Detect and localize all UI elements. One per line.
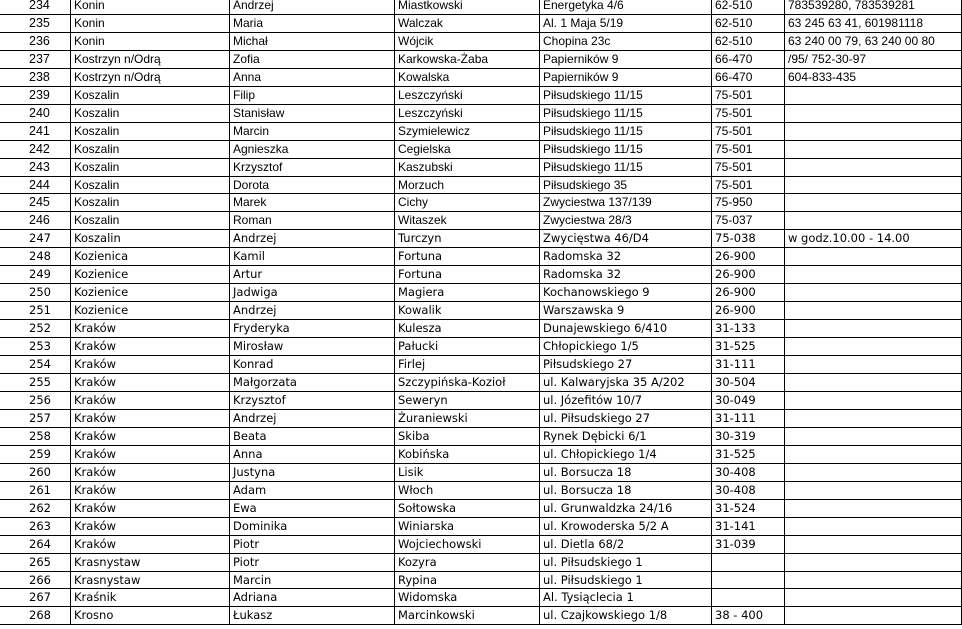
first-name-cell: Justyna	[230, 463, 395, 481]
first-name-cell: Filip	[230, 86, 395, 104]
row-number-cell: 250	[0, 284, 71, 302]
city-cell: Konin	[71, 32, 230, 50]
first-name-cell: Łukasz	[230, 607, 395, 625]
row-number-cell: 262	[0, 499, 71, 517]
city-cell: Koszalin	[71, 122, 230, 140]
first-name-cell: Jadwiga	[230, 284, 395, 302]
city-cell: Kostrzyn n/Odrą	[71, 50, 230, 68]
city-cell: Konin	[71, 14, 230, 32]
city-cell: Koszalin	[71, 176, 230, 194]
city-cell: Kraśnik	[71, 589, 230, 607]
phone-note-cell	[785, 194, 962, 212]
row-number-cell: 265	[0, 553, 71, 571]
address-cell: Piłsudskiego 11/15	[540, 104, 712, 122]
postal-code-cell: 75-501	[712, 122, 785, 140]
city-cell: Krasnystaw	[71, 571, 230, 589]
last-name-cell: Rypina	[395, 571, 540, 589]
row-number-cell: 268	[0, 607, 71, 625]
address-cell: Warszawska 9	[540, 302, 712, 320]
row-number-cell: 248	[0, 248, 71, 266]
row-number-cell: 243	[0, 158, 71, 176]
table-row	[0, 481, 962, 499]
postal-code-cell: 30-504	[712, 374, 785, 392]
address-cell: Kochanowskiego 9	[540, 284, 712, 302]
address-cell: Radomska 32	[540, 266, 712, 284]
postal-code-cell: 62-510	[712, 14, 785, 32]
last-name-cell: Fortuna	[395, 266, 540, 284]
phone-note-cell	[785, 86, 962, 104]
first-name-cell: Piotr	[230, 553, 395, 571]
city-cell: Koszalin	[71, 104, 230, 122]
city-cell: Krasnystaw	[71, 553, 230, 571]
table-row	[0, 391, 962, 409]
postal-code-cell	[712, 553, 785, 571]
phone-note-cell	[785, 140, 962, 158]
first-name-cell: Artur	[230, 266, 395, 284]
city-cell: Konin	[71, 0, 230, 14]
last-name-cell: Wojciechowski	[395, 535, 540, 553]
last-name-cell: Szczypińska-Kozioł	[395, 374, 540, 392]
table-row	[0, 320, 962, 338]
last-name-cell: Pałucki	[395, 338, 540, 356]
table-row	[0, 176, 962, 194]
city-cell: Koszalin	[71, 194, 230, 212]
city-cell: Kozienice	[71, 266, 230, 284]
last-name-cell: Turczyn	[395, 230, 540, 248]
table-row	[0, 463, 962, 481]
postal-code-cell: 31-039	[712, 535, 785, 553]
first-name-cell: Adriana	[230, 589, 395, 607]
table-row	[0, 194, 962, 212]
city-cell: Koszalin	[71, 140, 230, 158]
last-name-cell: Morzuch	[395, 176, 540, 194]
address-cell: ul. Kalwaryjska 35 A/202	[540, 374, 712, 392]
address-cell: Chopina 23c	[540, 32, 712, 50]
postal-code-cell: 30-408	[712, 463, 785, 481]
postal-code-cell: 30-049	[712, 391, 785, 409]
phone-note-cell	[785, 374, 962, 392]
last-name-cell: Witaszek	[395, 212, 540, 230]
row-number-cell: 257	[0, 409, 71, 427]
table-row	[0, 427, 962, 445]
last-name-cell: Kobińska	[395, 445, 540, 463]
address-cell: ul. Dietla 68/2	[540, 535, 712, 553]
address-cell: ul. Grunwaldzka 24/16	[540, 499, 712, 517]
address-cell: Zwyciestwa 28/3	[540, 212, 712, 230]
last-name-cell: Cichy	[395, 194, 540, 212]
city-cell: Kraków	[71, 445, 230, 463]
phone-note-cell	[785, 320, 962, 338]
city-cell: Kraków	[71, 481, 230, 499]
address-cell: Al. Tysiąclecia 1	[540, 589, 712, 607]
row-number-cell: 235	[0, 14, 71, 32]
city-cell: Kraków	[71, 463, 230, 481]
last-name-cell: Karkowska-Żaba	[395, 50, 540, 68]
row-number-cell: 263	[0, 517, 71, 535]
postal-code-cell: 75-501	[712, 140, 785, 158]
table-row	[0, 212, 962, 230]
address-cell: ul. Chłopickiego 1/4	[540, 445, 712, 463]
address-cell: Chłopickiego 1/5	[540, 338, 712, 356]
city-cell: Koszalin	[71, 212, 230, 230]
first-name-cell: Zofia	[230, 50, 395, 68]
first-name-cell: Michał	[230, 32, 395, 50]
address-cell: Piłsudskiego 11/15	[540, 122, 712, 140]
phone-note-cell: /95/ 752-30-97	[785, 50, 962, 68]
postal-code-cell: 31-525	[712, 445, 785, 463]
last-name-cell: Fortuna	[395, 248, 540, 266]
table-row	[0, 86, 962, 104]
phone-note-cell	[785, 607, 962, 625]
phone-note-cell	[785, 284, 962, 302]
phone-note-cell	[785, 445, 962, 463]
postal-code-cell	[712, 571, 785, 589]
address-cell: Piłsudskiego 27	[540, 356, 712, 374]
address-cell: Papierników 9	[540, 50, 712, 68]
first-name-cell: Stanisław	[230, 104, 395, 122]
postal-code-cell: 66-470	[712, 50, 785, 68]
phone-note-cell: 783539280, 783539281	[785, 0, 962, 14]
row-number-cell: 246	[0, 212, 71, 230]
row-number-cell: 266	[0, 571, 71, 589]
city-cell: Koszalin	[71, 86, 230, 104]
table-row	[0, 14, 962, 32]
row-number-cell: 251	[0, 302, 71, 320]
phone-note-cell: 63 240 00 79, 63 240 00 80	[785, 32, 962, 50]
last-name-cell: Seweryn	[395, 391, 540, 409]
table-row	[0, 338, 962, 356]
phone-note-cell	[785, 553, 962, 571]
postal-code-cell: 31-133	[712, 320, 785, 338]
postal-code-cell: 31-111	[712, 356, 785, 374]
phone-note-cell	[785, 571, 962, 589]
row-number-cell: 244	[0, 176, 71, 194]
city-cell: Kozienice	[71, 284, 230, 302]
postal-code-cell: 38 - 400	[712, 607, 785, 625]
row-number-cell: 255	[0, 374, 71, 392]
last-name-cell: Leszczyński	[395, 86, 540, 104]
table-row	[0, 302, 962, 320]
city-cell: Kraków	[71, 427, 230, 445]
phone-note-cell	[785, 338, 962, 356]
last-name-cell: Włoch	[395, 481, 540, 499]
row-number-cell: 256	[0, 391, 71, 409]
address-cell: Piłsudskiego 35	[540, 176, 712, 194]
postal-code-cell: 31-111	[712, 409, 785, 427]
first-name-cell: Kamil	[230, 248, 395, 266]
last-name-cell: Kowalska	[395, 68, 540, 86]
address-cell: Zwyciestwa 137/139	[540, 194, 712, 212]
postal-code-cell: 31-141	[712, 517, 785, 535]
address-cell: Papierników 9	[540, 68, 712, 86]
address-cell: ul. Czajkowskiego 1/8	[540, 607, 712, 625]
phone-note-cell	[785, 248, 962, 266]
postal-code-cell: 26-900	[712, 266, 785, 284]
table-row	[0, 230, 962, 248]
postal-code-cell: 75-037	[712, 212, 785, 230]
postal-code-cell: 75-501	[712, 176, 785, 194]
table-row	[0, 122, 962, 140]
first-name-cell: Anna	[230, 445, 395, 463]
table-row	[0, 158, 962, 176]
first-name-cell: Mirosław	[230, 338, 395, 356]
table-row	[0, 284, 962, 302]
address-cell: ul. Piłsudskiego 27	[540, 409, 712, 427]
city-cell: Kraków	[71, 499, 230, 517]
table-row	[0, 356, 962, 374]
postal-code-cell: 30-319	[712, 427, 785, 445]
city-cell: Kraków	[71, 517, 230, 535]
row-number-cell: 253	[0, 338, 71, 356]
postal-code-cell: 26-900	[712, 248, 785, 266]
row-number-cell: 258	[0, 427, 71, 445]
row-number-cell: 240	[0, 104, 71, 122]
phone-note-cell	[785, 122, 962, 140]
last-name-cell: Skiba	[395, 427, 540, 445]
address-cell: ul. Piłsudskiego 1	[540, 571, 712, 589]
address-cell: Zwycięstwa 46/D4	[540, 230, 712, 248]
city-cell: Kraków	[71, 356, 230, 374]
address-cell: ul. Piłsudskiego 1	[540, 553, 712, 571]
table-row	[0, 374, 962, 392]
address-cell: ul. Borsucza 18	[540, 481, 712, 499]
last-name-cell: Magiera	[395, 284, 540, 302]
postal-code-cell: 26-900	[712, 284, 785, 302]
table-row	[0, 607, 962, 625]
row-number-cell: 259	[0, 445, 71, 463]
phone-note-cell	[785, 499, 962, 517]
address-cell: Piłsudskiego 11/15	[540, 86, 712, 104]
first-name-cell: Andrzej	[230, 230, 395, 248]
city-cell: Kraków	[71, 374, 230, 392]
phone-note-cell	[785, 463, 962, 481]
phone-note-cell	[785, 212, 962, 230]
last-name-cell: Firlej	[395, 356, 540, 374]
postal-code-cell	[712, 589, 785, 607]
first-name-cell: Dominika	[230, 517, 395, 535]
first-name-cell: Krzysztof	[230, 391, 395, 409]
address-cell: ul. Borsucza 18	[540, 463, 712, 481]
postal-code-cell: 62-510	[712, 32, 785, 50]
last-name-cell: Cegielska	[395, 140, 540, 158]
phone-note-cell	[785, 266, 962, 284]
table-row	[0, 571, 962, 589]
first-name-cell: Piotr	[230, 535, 395, 553]
last-name-cell: Walczak	[395, 14, 540, 32]
first-name-cell: Ewa	[230, 499, 395, 517]
first-name-cell: Anna	[230, 68, 395, 86]
postal-code-cell: 31-525	[712, 338, 785, 356]
first-name-cell: Konrad	[230, 356, 395, 374]
city-cell: Kozienice	[71, 302, 230, 320]
phone-note-cell	[785, 517, 962, 535]
address-cell: Energetyka 4/6	[540, 0, 712, 14]
table-row	[0, 68, 962, 86]
postal-code-cell: 75-501	[712, 86, 785, 104]
last-name-cell: Winiarska	[395, 517, 540, 535]
table-row	[0, 32, 962, 50]
phone-note-cell	[785, 589, 962, 607]
table-row	[0, 248, 962, 266]
phone-note-cell	[785, 158, 962, 176]
table-row	[0, 266, 962, 284]
postal-code-cell: 75-501	[712, 104, 785, 122]
row-number-cell: 245	[0, 194, 71, 212]
phone-note-cell: 63 245 63 41, 601981118	[785, 14, 962, 32]
city-cell: Kozienica	[71, 248, 230, 266]
address-cell: Piłsudskiego 11/15	[540, 158, 712, 176]
last-name-cell: Lisik	[395, 463, 540, 481]
phone-note-cell	[785, 356, 962, 374]
table-row	[0, 553, 962, 571]
last-name-cell: Szymielewicz	[395, 122, 540, 140]
last-name-cell: Kowalik	[395, 302, 540, 320]
first-name-cell: Andrzej	[230, 0, 395, 14]
city-cell: Koszalin	[71, 230, 230, 248]
row-number-cell: 260	[0, 463, 71, 481]
address-cell: Dunajewskiego 6/410	[540, 320, 712, 338]
row-number-cell: 252	[0, 320, 71, 338]
first-name-cell: Agnieszka	[230, 140, 395, 158]
last-name-cell: Marcinkowski	[395, 607, 540, 625]
postal-code-cell: 75-950	[712, 194, 785, 212]
last-name-cell: Żuraniewski	[395, 409, 540, 427]
first-name-cell: Roman	[230, 212, 395, 230]
phone-note-cell	[785, 427, 962, 445]
postal-code-cell: 26-900	[712, 302, 785, 320]
last-name-cell: Wójcik	[395, 32, 540, 50]
postal-code-cell: 30-408	[712, 481, 785, 499]
row-number-cell: 264	[0, 535, 71, 553]
address-cell: Rynek Dębicki 6/1	[540, 427, 712, 445]
last-name-cell: Kulesza	[395, 320, 540, 338]
postal-code-cell: 31-524	[712, 499, 785, 517]
row-number-cell: 236	[0, 32, 71, 50]
row-number-cell: 249	[0, 266, 71, 284]
row-number-cell: 254	[0, 356, 71, 374]
city-cell: Kraków	[71, 391, 230, 409]
table-row	[0, 499, 962, 517]
city-cell: Kostrzyn n/Odrą	[71, 68, 230, 86]
table-row	[0, 50, 962, 68]
table-row	[0, 589, 962, 607]
row-number-cell: 234	[0, 0, 71, 14]
table-row	[0, 409, 962, 427]
city-cell: Krosno	[71, 607, 230, 625]
last-name-cell: Miastkowski	[395, 0, 540, 14]
city-cell: Kraków	[71, 338, 230, 356]
table-row	[0, 0, 962, 14]
first-name-cell: Marek	[230, 194, 395, 212]
first-name-cell: Krzysztof	[230, 158, 395, 176]
phone-note-cell: w godz.10.00 - 14.00	[785, 230, 962, 248]
first-name-cell: Marcin	[230, 122, 395, 140]
row-number-cell: 267	[0, 589, 71, 607]
row-number-cell: 239	[0, 86, 71, 104]
first-name-cell: Adam	[230, 481, 395, 499]
row-number-cell: 238	[0, 68, 71, 86]
postal-code-cell: 75-038	[712, 230, 785, 248]
postal-code-cell: 66-470	[712, 68, 785, 86]
address-cell: ul. Krowoderska 5/2 A	[540, 517, 712, 535]
row-number-cell: 241	[0, 122, 71, 140]
first-name-cell: Andrzej	[230, 302, 395, 320]
phone-note-cell	[785, 176, 962, 194]
city-cell: Kraków	[71, 320, 230, 338]
postal-code-cell: 75-501	[712, 158, 785, 176]
city-cell: Koszalin	[71, 158, 230, 176]
first-name-cell: Maria	[230, 14, 395, 32]
postal-code-cell: 62-510	[712, 0, 785, 14]
phone-note-cell	[785, 409, 962, 427]
address-cell: Piłsudskiego 11/15	[540, 140, 712, 158]
first-name-cell: Małgorzata	[230, 374, 395, 392]
address-cell: Al. 1 Maja 5/19	[540, 14, 712, 32]
city-cell: Kraków	[71, 535, 230, 553]
last-name-cell: Widomska	[395, 589, 540, 607]
last-name-cell: Leszczyński	[395, 104, 540, 122]
address-cell: Radomska 32	[540, 248, 712, 266]
table-row	[0, 104, 962, 122]
phone-note-cell	[785, 391, 962, 409]
first-name-cell: Andrzej	[230, 409, 395, 427]
table-row	[0, 140, 962, 158]
phone-note-cell	[785, 302, 962, 320]
first-name-cell: Fryderyka	[230, 320, 395, 338]
first-name-cell: Marcin	[230, 571, 395, 589]
last-name-cell: Kaszubski	[395, 158, 540, 176]
last-name-cell: Kozyra	[395, 553, 540, 571]
table-row	[0, 445, 962, 463]
phone-note-cell	[785, 535, 962, 553]
phone-note-cell	[785, 481, 962, 499]
first-name-cell: Beata	[230, 427, 395, 445]
row-number-cell: 261	[0, 481, 71, 499]
row-number-cell: 247	[0, 230, 71, 248]
row-number-cell: 242	[0, 140, 71, 158]
phone-note-cell	[785, 104, 962, 122]
table-row	[0, 517, 962, 535]
address-cell: ul. Józefitów 10/7	[540, 391, 712, 409]
row-number-cell: 237	[0, 50, 71, 68]
first-name-cell: Dorota	[230, 176, 395, 194]
table-row	[0, 535, 962, 553]
phone-note-cell: 604-833-435	[785, 68, 962, 86]
last-name-cell: Sołtowska	[395, 499, 540, 517]
city-cell: Kraków	[71, 409, 230, 427]
